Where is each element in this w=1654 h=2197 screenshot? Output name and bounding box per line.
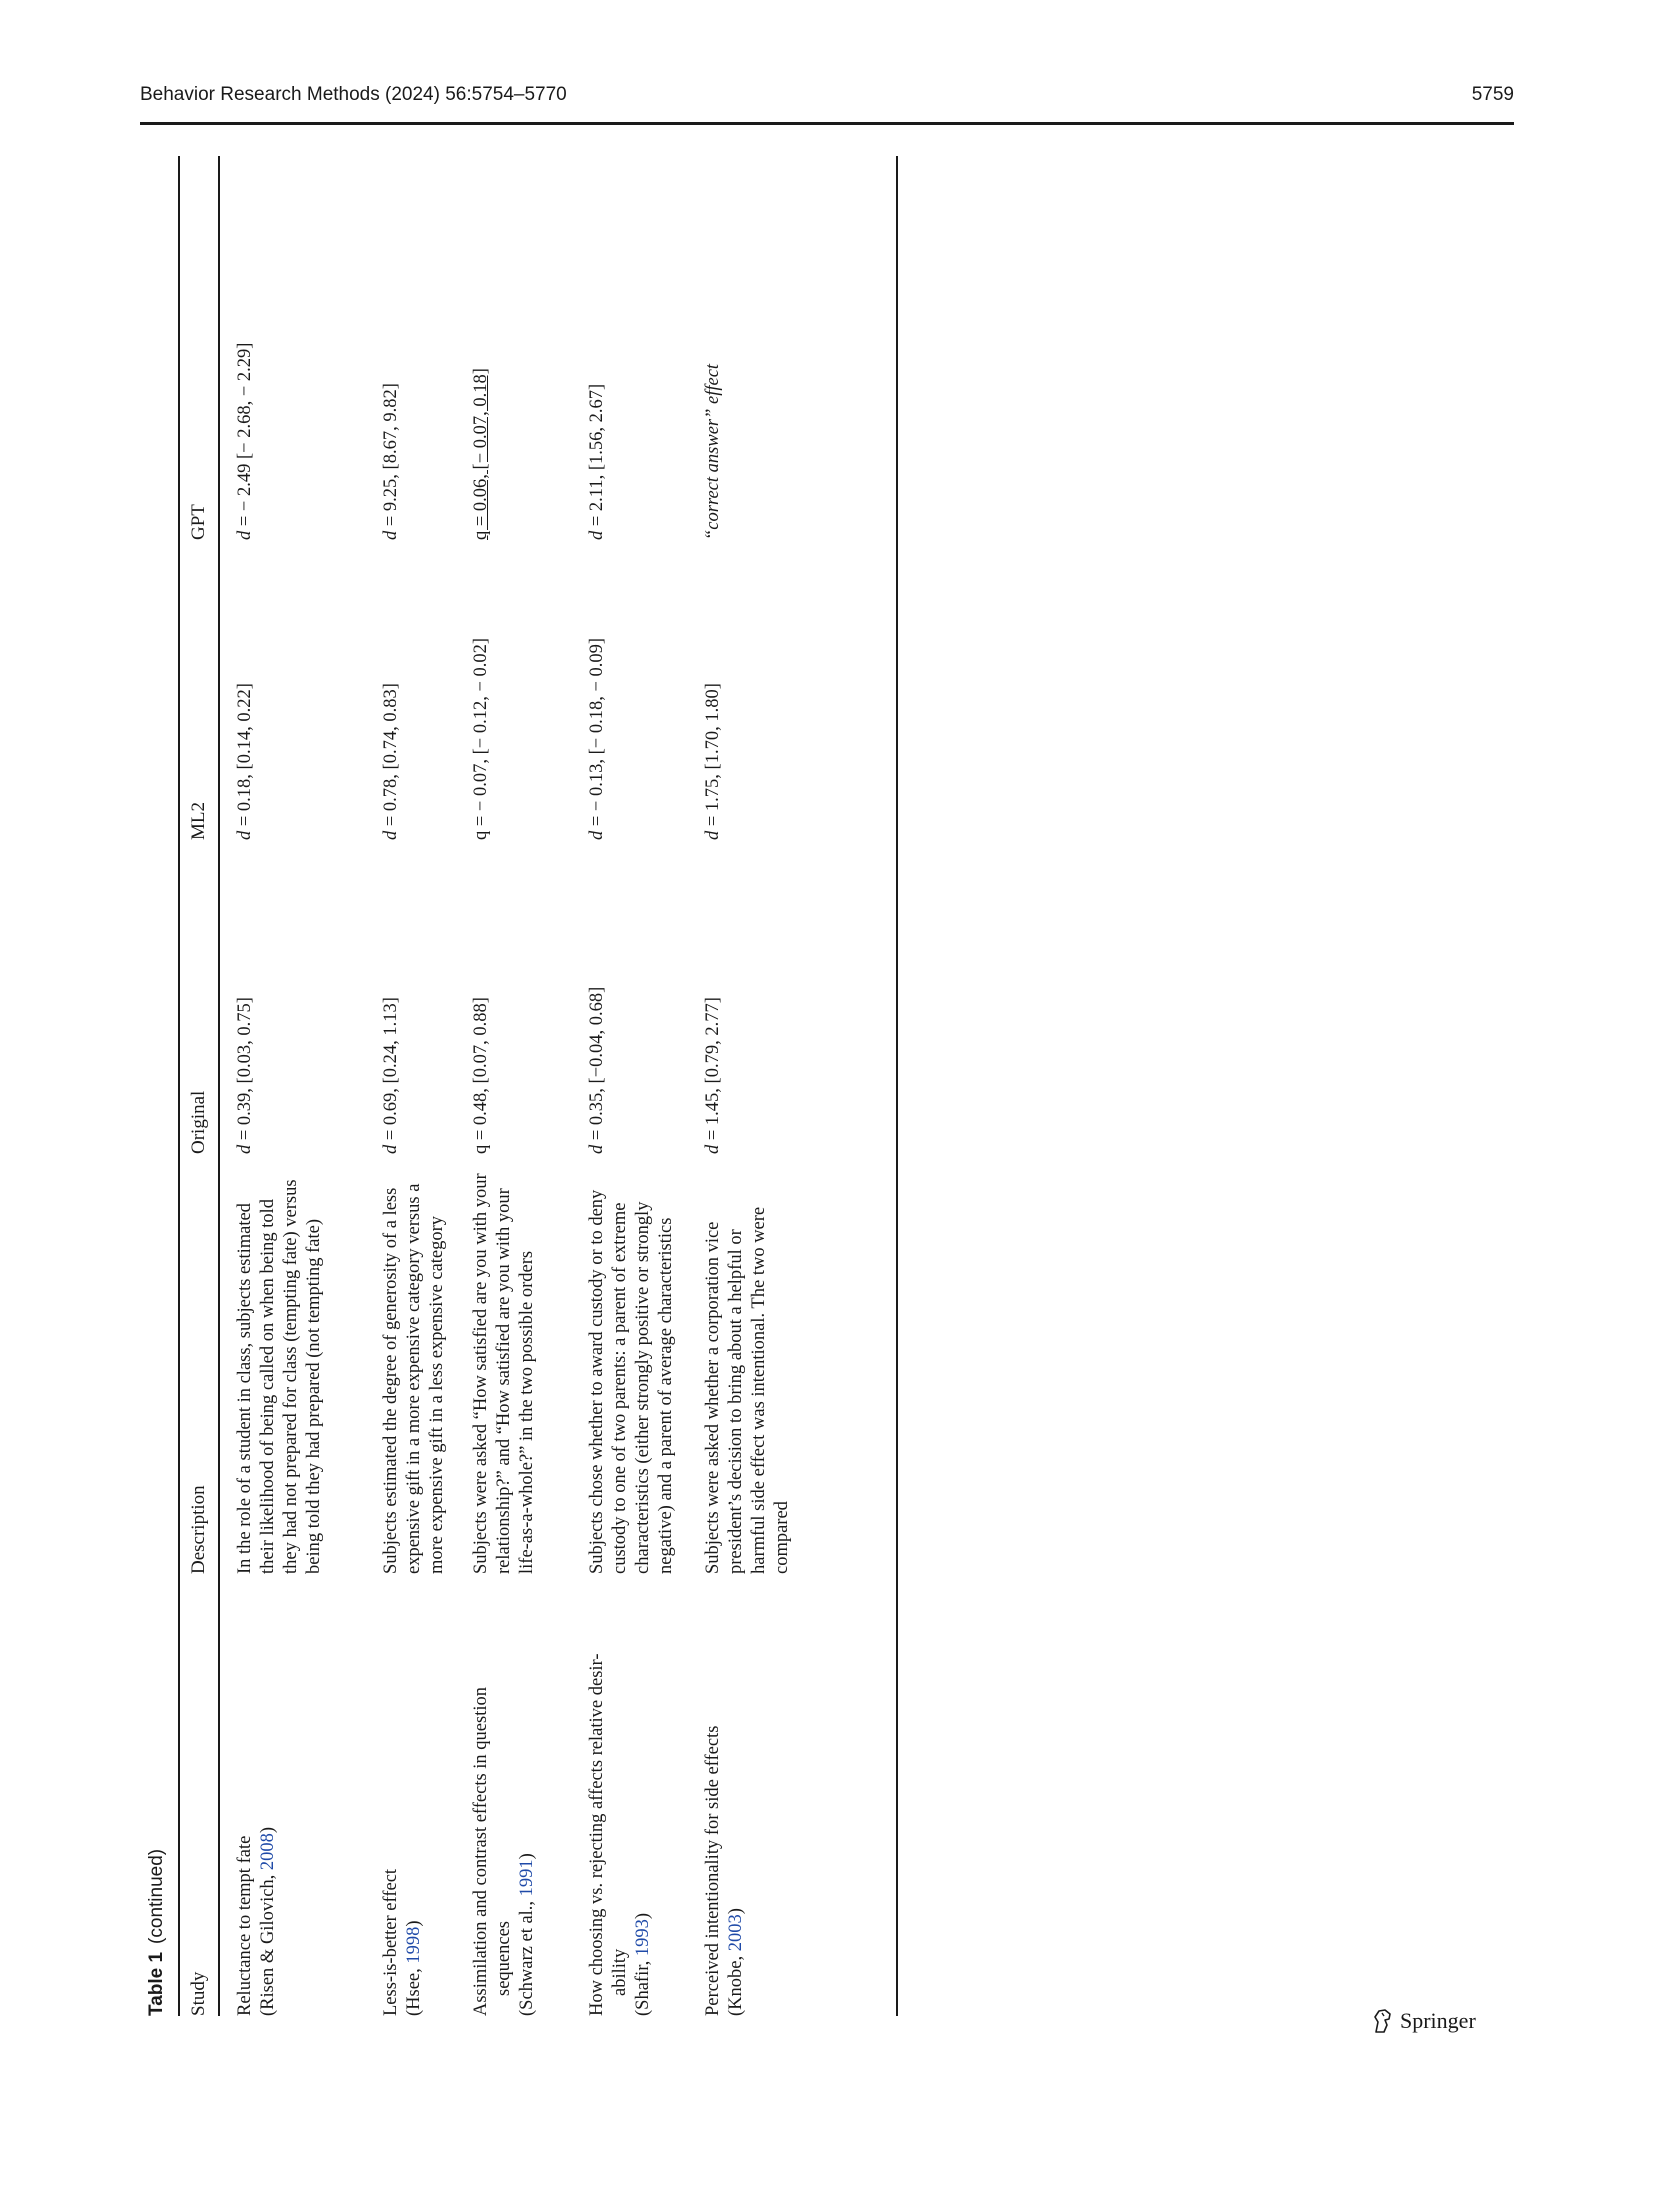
table-caption-text: (continued): [146, 1848, 167, 1944]
original-effect: d = 0.35, [−0.04, 0.68]: [587, 986, 607, 1154]
study-cell: [470, 1596, 539, 2016]
running-head: [140, 84, 1514, 106]
reference-link[interactable]: 2008: [258, 1833, 278, 1871]
reference-link[interactable]: 1998: [404, 1926, 424, 1964]
reference-link[interactable]: 2003: [726, 1914, 746, 1952]
ml2-effect: d = 0.18, [0.14, 0.22]: [235, 683, 255, 840]
header-original: Original: [188, 1090, 209, 1154]
header-description: Description: [188, 1485, 209, 1574]
reference-link[interactable]: 1993: [633, 1919, 653, 1957]
description-cell: Subjects estimated the degree of generosity of a less expensive gift in a more expensive category versus a more expensive gift in a less expensive category: [381, 1183, 447, 1574]
page-number: 5759: [1471, 84, 1514, 105]
table-label: Table 1: [146, 1951, 167, 2016]
ml2-effect: d = 0.78, [0.74, 0.83]: [381, 683, 401, 840]
study-reference: (Schwarz et al., 1991): [517, 1853, 537, 2016]
study-cell: [234, 1596, 280, 2016]
study-name-continued: ability: [610, 1948, 630, 1996]
reference-link[interactable]: 1991: [517, 1859, 537, 1897]
study-name: Assimilation and contrast effects in question: [471, 1687, 491, 2016]
gpt-effect: d = − 2.49 [− 2.68, − 2.29]: [235, 342, 255, 540]
journal-citation: Behavior Research Methods (2024) 56:5754–5770: [140, 84, 567, 105]
header-study: Study: [188, 1971, 209, 2016]
description-cell: In the role of a student in class, subjects estimated their likelihood of being called on when being told they had not prepared for class (tempting fate) versus being told they had prepared (not tempting fate): [235, 1179, 324, 1574]
study-cell: [586, 1596, 655, 2016]
ml2-effect: q = − 0.07, [− 0.12, − 0.02]: [471, 637, 491, 840]
header-ml2: ML2: [188, 802, 209, 840]
study-reference: (Knobe, 2003): [726, 1908, 746, 2016]
ml2-effect: d = 1.75, [1.70, 1.80]: [703, 683, 723, 840]
gpt-effect: d = 2.11, [1.56, 2.67]: [587, 383, 607, 540]
study-name: Reluctance to tempt fate: [235, 1835, 255, 2016]
header-gpt: GPT: [188, 504, 209, 540]
table-header-row: [180, 156, 218, 2016]
gpt-effect: d = 9.25, [8.67, 9.82]: [381, 383, 401, 540]
study-cell: [702, 1596, 748, 2016]
study-name: Perceived intentionality for side effects: [703, 1725, 723, 2016]
original-effect: d = 0.39, [0.03, 0.75]: [235, 997, 255, 1154]
table-bottom-rule: [896, 156, 898, 2016]
table-caption: [140, 1849, 174, 2016]
gpt-effect: q = 0.06, [− 0.07, 0.18]: [471, 368, 491, 540]
description-cell: Subjects chose whether to award custody or to deny custody to one of two parents: a parent of extreme characteristics (either strongly positive or strongly negative) and a parent of average characteristics: [587, 1189, 676, 1574]
study-name: Less-is-better effect: [381, 1868, 401, 2016]
rotated-table: [140, 156, 900, 2016]
study-name-continued: sequences: [494, 1921, 514, 1996]
study-cell: [380, 1596, 426, 2016]
description-cell: Subjects were asked “How satisfied are you with your relationship?” and “How satisfied are you with your life-as-a-whole?” in the two possible orders: [471, 1173, 537, 1574]
study-reference: (Risen & Gilovich, 2008): [258, 1826, 278, 2016]
study-name: How choosing vs. rejecting affects relative desir-: [587, 1653, 607, 2016]
study-reference: (Hsee, 1998): [404, 1920, 424, 2016]
header-rule: [140, 122, 1514, 125]
publisher-logo: [1372, 2008, 1476, 2034]
publisher-name: Springer: [1400, 2008, 1476, 2033]
table-header-rule: [218, 156, 220, 2016]
description-cell: Subjects were asked whether a corporation vice president’s decision to bring about a helpful or harmful side effect was intentional. The two were compared: [703, 1206, 792, 1574]
study-reference: (Shafir, 1993): [633, 1912, 653, 2016]
original-effect: d = 0.69, [0.24, 1.13]: [381, 997, 401, 1154]
ml2-effect: d = − 0.13, [− 0.18, − 0.09]: [587, 637, 607, 840]
original-effect: q = 0.48, [0.07, 0.88]: [471, 997, 491, 1154]
original-effect: d = 1.45, [0.79, 2.77]: [703, 997, 723, 1154]
gpt-effect: “correct answer” effect: [703, 363, 723, 540]
springer-horse-icon: [1372, 2008, 1394, 2034]
